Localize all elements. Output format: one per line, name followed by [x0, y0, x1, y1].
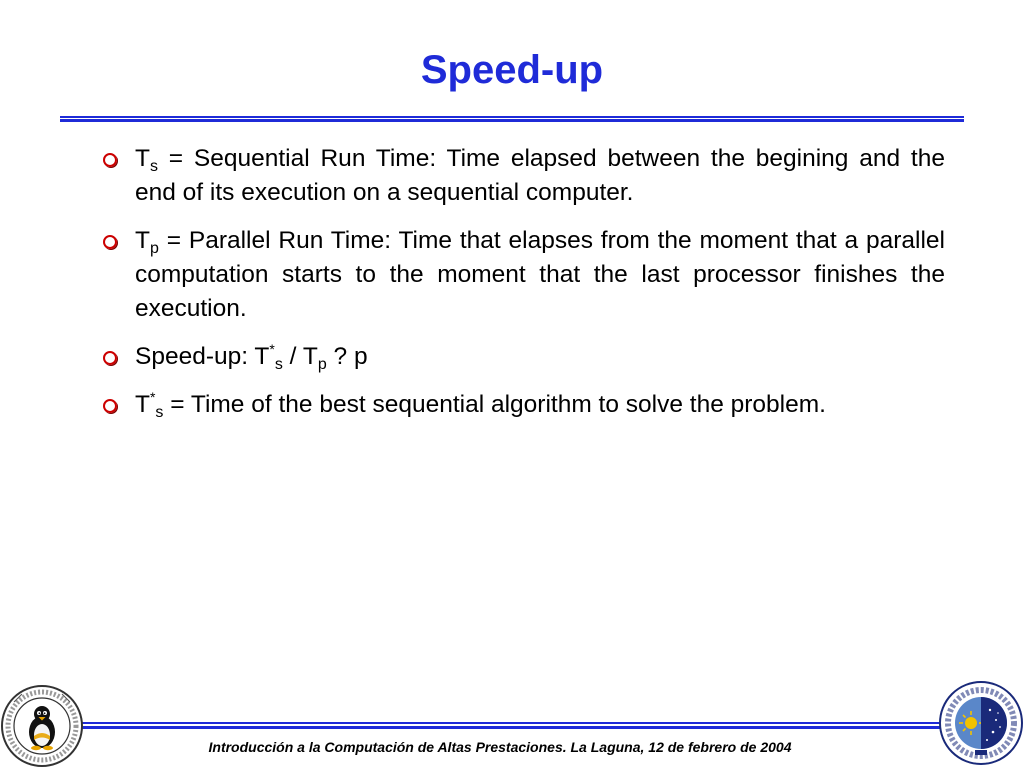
bullet-text: = Parallel Run Time: Time that elapses from the moment that a parallel computation starts to the moment that the last processor finishes the execution.	[135, 227, 945, 322]
bullet-circle-icon	[103, 235, 117, 249]
speedup-suffix: ? p	[326, 343, 368, 370]
term-t: T	[135, 391, 150, 418]
bullet-item-speedup	[100, 340, 945, 374]
term-t: T	[135, 145, 150, 172]
bullet-item-tp	[100, 224, 945, 326]
bullet-circle-icon	[103, 153, 117, 167]
term-t: T	[135, 227, 150, 254]
bullet-circle-icon	[103, 399, 117, 413]
bullet-text: = Sequential Run Time: Time elapsed between the begining and the end of its execution on a sequential computer.	[135, 145, 945, 206]
speedup-divider: / T	[282, 343, 318, 370]
bullet-circle-icon	[103, 351, 117, 365]
term-superscript: *	[149, 389, 156, 405]
ull-logo	[0, 684, 84, 768]
speedup-prefix: Speed-up: T	[135, 343, 270, 370]
bullet-item-tstar	[100, 388, 945, 422]
term-subscript: s	[274, 356, 283, 373]
bullet-list	[100, 142, 945, 436]
bullet-item-ts	[100, 142, 945, 210]
term-superscript: *	[269, 341, 275, 357]
footer-divider-thin	[60, 722, 980, 724]
term-subscript: p	[149, 240, 159, 257]
bullet-text: = Time of the best sequential algorithm to solve the problem.	[163, 391, 826, 418]
title-divider-thin	[60, 116, 964, 118]
slide-title: Speed-up	[420, 48, 604, 92]
term-subscript: p	[317, 356, 327, 373]
iac-logo	[938, 680, 1024, 766]
term-subscript: s	[155, 404, 164, 421]
footer-divider-thick	[60, 726, 980, 729]
title-divider-thick	[60, 119, 964, 122]
term-subscript: s	[149, 158, 158, 175]
footer-text: Introducción a la Computación de Altas Prestaciones. La Laguna, 12 de febrero de 2004	[208, 739, 792, 755]
